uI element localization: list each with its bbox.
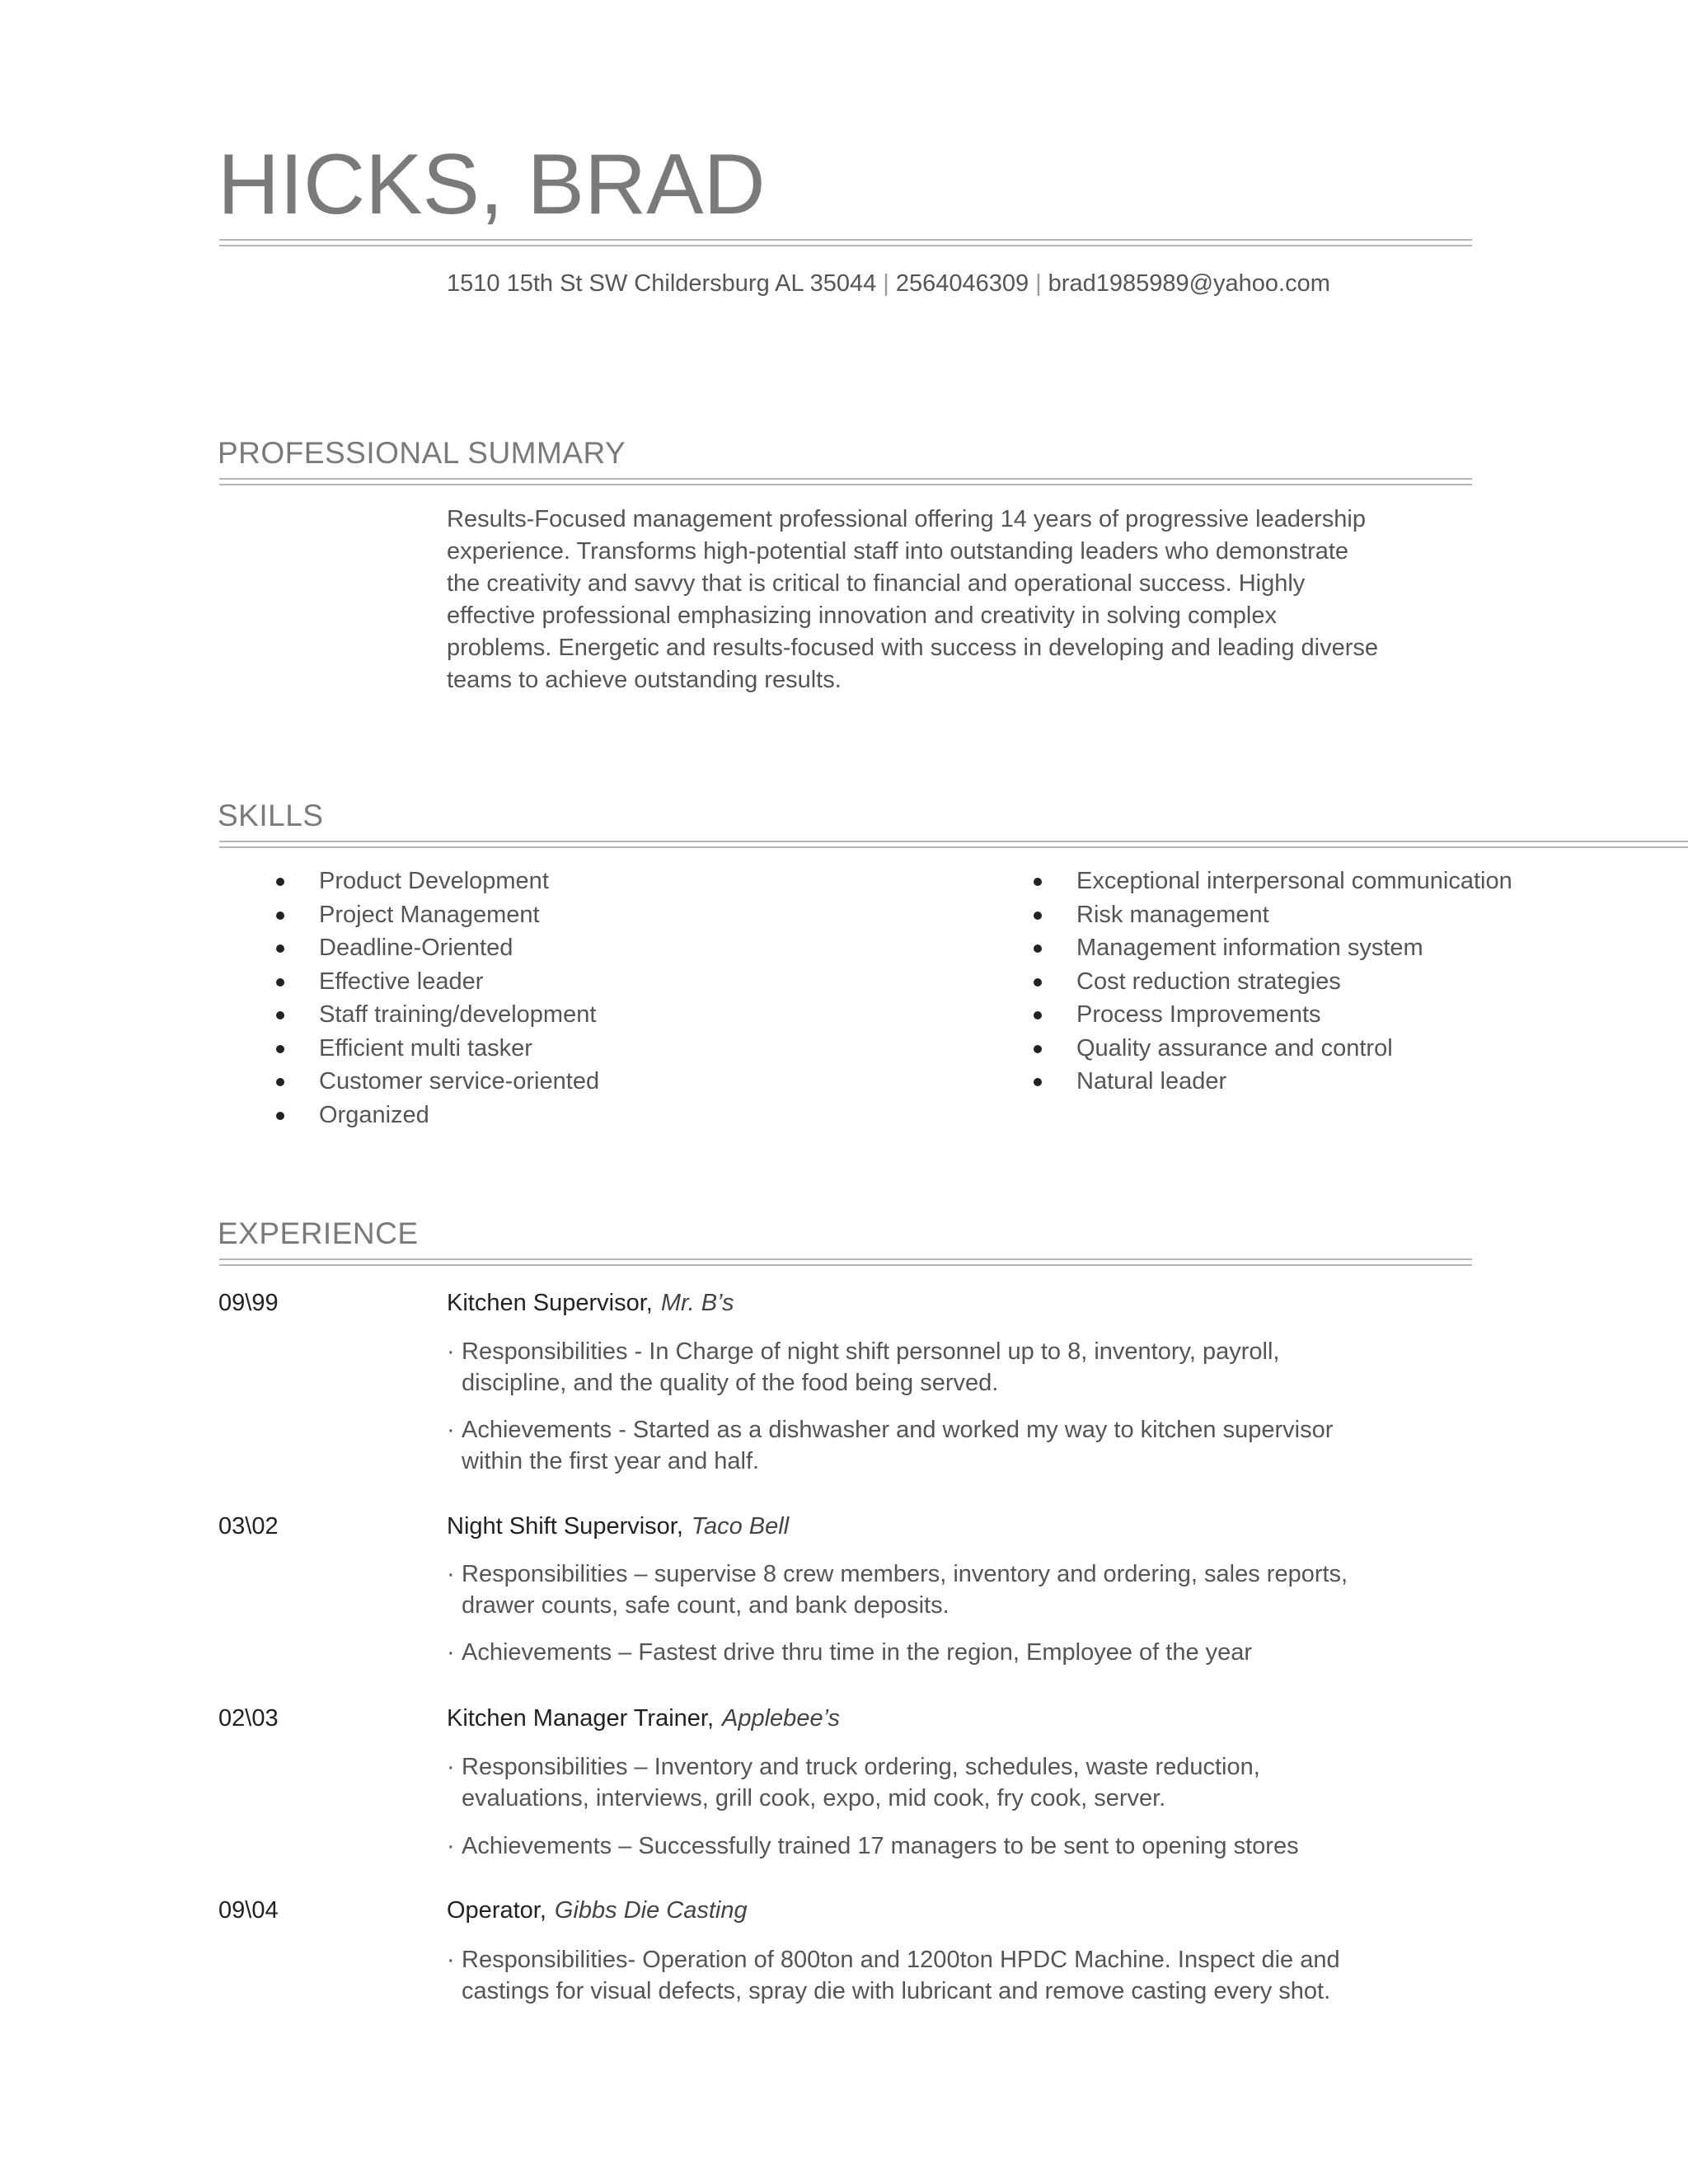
experience-rule [219, 1258, 1472, 1260]
job-title [447, 1705, 840, 1732]
skills-rule [219, 841, 1688, 842]
skill-item: Deadline-Oriented [319, 931, 599, 965]
bullet-icon [1034, 1045, 1042, 1053]
contact-phone: 2564046309 [895, 270, 1029, 297]
summary-line: Results-Focused management professional offering 14 years of progressive leadership [447, 506, 1366, 532]
job-company: Applebee’s [722, 1705, 840, 1732]
skills-list-left [319, 865, 599, 1132]
summary-text [447, 504, 1403, 696]
job-title [447, 1290, 734, 1317]
skill-item: Organized [319, 1099, 599, 1132]
job-date: 02\03 [218, 1705, 279, 1732]
contact-line [447, 270, 1330, 298]
bullet-icon [276, 1078, 284, 1086]
job-title [447, 1897, 748, 1924]
bullet-icon [276, 978, 284, 987]
bullet-icon [1034, 1078, 1042, 1086]
skill-item: Quality assurance and control [1076, 1032, 1512, 1066]
summary-line: the creativity and savvy that is critical to financial and operational success. Highly [447, 570, 1306, 597]
bullet-icon [1034, 912, 1042, 920]
skill-item: Staff training/development [319, 998, 599, 1032]
summary-rule [219, 478, 1472, 480]
bullet-icon [1034, 1011, 1042, 1019]
summary-line: problems. Energetic and results-focused with success in developing and leading diverse [447, 635, 1379, 661]
summary-line: experience. Transforms high-potential staff into outstanding leaders who demonstrate [447, 538, 1349, 565]
bullet-icon [276, 1011, 284, 1019]
job-responsibilities: · Responsibilities – Inventory and truck ordering, schedules, waste reduction, evaluations, interviews, grill cook, expo, mid cook, fry cook, server. [447, 1754, 1260, 1811]
skill-item: Process Improvements [1076, 998, 1512, 1032]
skill-item: Exceptional interpersonal communication [1076, 865, 1512, 898]
skill-item: Customer service-oriented [319, 1065, 599, 1099]
job-role: Operator, [447, 1897, 546, 1924]
contact-separator: | [1035, 270, 1042, 297]
contact-email[interactable]: brad1985989@yahoo.com [1048, 270, 1330, 297]
skill-item: Natural leader [1076, 1065, 1512, 1099]
bullet-icon [276, 878, 284, 886]
skills-list-right [1076, 865, 1512, 1099]
job-company: Taco Bell [691, 1513, 790, 1540]
job-date: 03\02 [218, 1513, 279, 1540]
skill-item: Management information system [1076, 931, 1512, 965]
summary-line: teams to achieve outstanding results. [447, 667, 842, 693]
job-responsibilities: · Responsibilities - In Charge of night shift personnel up to 8, inventory, payroll, discipline, and the quality of the food being served. [447, 1338, 1280, 1396]
skills-heading: SKILLS [218, 799, 324, 832]
skill-item: Risk management [1076, 898, 1512, 932]
job-title [447, 1513, 789, 1540]
job-achievements: · Achievements - Started as a dishwasher and worked my way to kitchen supervisor within the first year and half. [447, 1417, 1334, 1474]
job-responsibilities: · Responsibilities- Operation of 800ton and 1200ton HPDC Machine. Inspect die and castings for visual defects, spray die with lubricant and remove casting every shot. [447, 1947, 1340, 2004]
job-role: Kitchen Supervisor, [447, 1290, 653, 1316]
header-rule [219, 239, 1472, 241]
job-responsibilities: · Responsibilities – supervise 8 crew members, inventory and ordering, sales reports, drawer counts, safe count, and bank deposits. [447, 1561, 1348, 1619]
skill-item: Product Development [319, 865, 599, 898]
bullet-icon [1034, 944, 1042, 953]
job-company: Mr. B’s [660, 1290, 734, 1316]
skill-item: Efficient multi tasker [319, 1032, 599, 1066]
bullet-icon [276, 912, 284, 920]
job-company: Gibbs Die Casting [554, 1897, 748, 1924]
candidate-name: HICKS, BRAD [218, 137, 766, 232]
job-date: 09\99 [218, 1290, 279, 1316]
bullet-icon [1034, 978, 1042, 987]
skill-item: Project Management [319, 898, 599, 932]
summary-heading: PROFESSIONAL SUMMARY [218, 436, 626, 470]
skill-item: Cost reduction strategies [1076, 965, 1512, 999]
bullet-icon [276, 1045, 284, 1053]
skill-item: Effective leader [319, 965, 599, 999]
summary-line: effective professional emphasizing innovation and creativity in solving complex [447, 602, 1277, 629]
job-achievements: · Achievements – Successfully trained 17 managers to be sent to opening stores [447, 1833, 1299, 1859]
contact-address: 1510 15th St SW Childersburg AL 35044 [447, 270, 877, 297]
job-date: 09\04 [218, 1897, 279, 1924]
job-achievements: · Achievements – Fastest drive thru time in the region, Employee of the year [447, 1639, 1253, 1666]
contact-separator: | [883, 270, 889, 297]
job-role: Kitchen Manager Trainer, [447, 1705, 715, 1732]
bullet-icon [1034, 878, 1042, 886]
bullet-icon [276, 1112, 284, 1120]
experience-heading: EXPERIENCE [218, 1216, 419, 1250]
job-role: Night Shift Supervisor, [447, 1513, 683, 1540]
bullet-icon [276, 944, 284, 953]
